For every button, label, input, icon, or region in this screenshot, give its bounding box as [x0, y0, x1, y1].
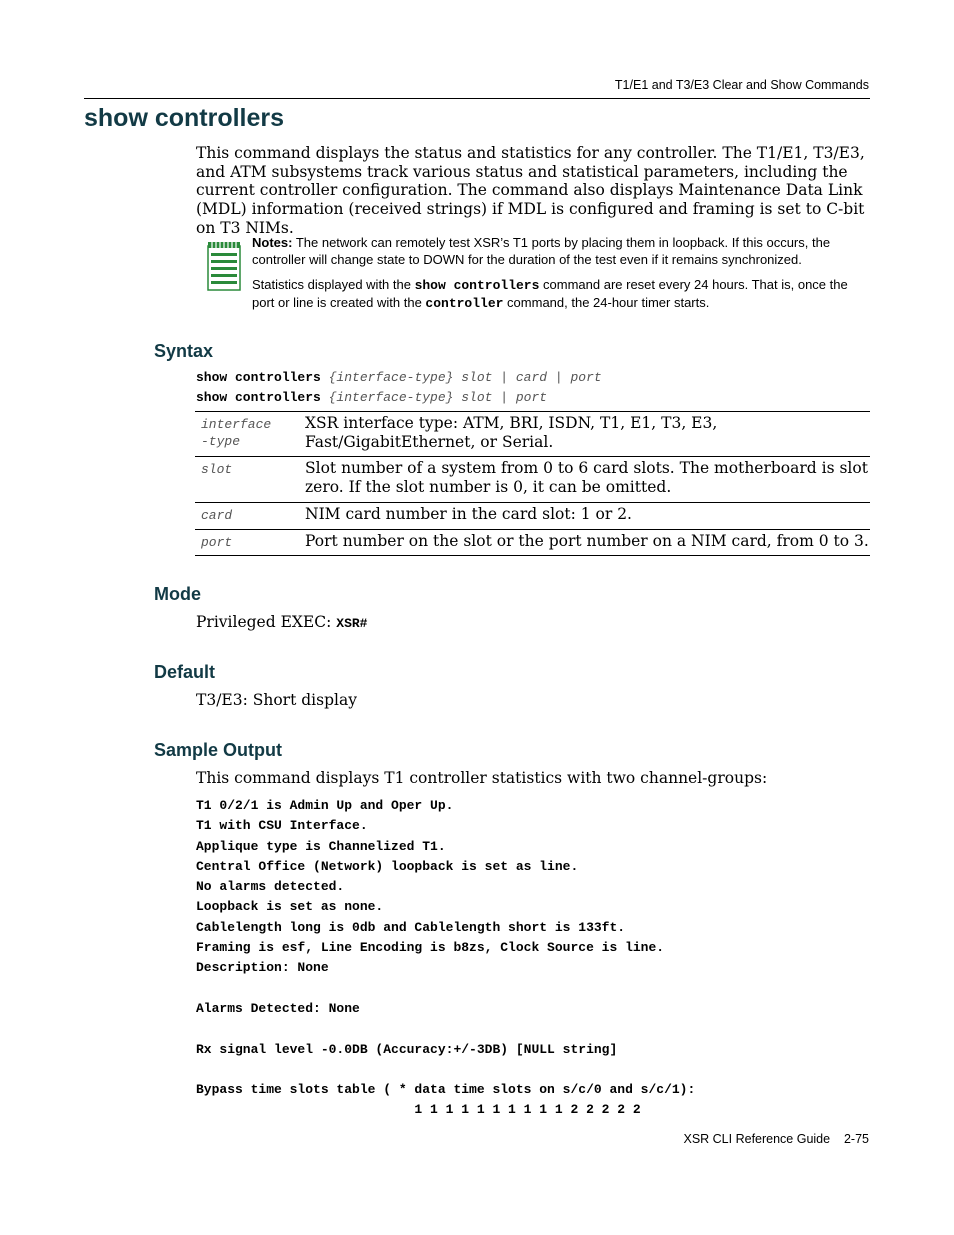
running-header: T1/E1 and T3/E3 Clear and Show Commands: [614, 78, 869, 92]
running-footer: XSR CLI Reference Guide 2-75: [683, 1132, 869, 1146]
note-text-2c: command, the 24-hour timer starts.: [503, 295, 710, 310]
parameter-name: slot: [195, 457, 305, 502]
syntax-command: show controllers: [196, 370, 321, 385]
mode-description: Privileged EXEC:: [196, 613, 337, 631]
note-text-1: The network can remotely test XSR’s T1 ports by placing them in loopback. If this occurs, the controller will change state to DOWN for the duration of the test even if it remains synchronized.: [252, 235, 831, 267]
sample-output-heading: Sample Output: [154, 740, 283, 760]
notepad-icon: [206, 238, 242, 292]
note-block: [252, 234, 872, 320]
note-code-controller: controller: [425, 296, 504, 311]
note-label: Notes:: [252, 235, 293, 250]
header-rule: [84, 98, 870, 99]
mode-prompt: XSR#: [336, 616, 368, 631]
note-text-2a: Statistics displayed with the: [252, 277, 415, 292]
syntax-line: [196, 370, 602, 385]
note-code-show-controllers: show controllers: [414, 278, 540, 293]
parameter-description: NIM card number in the card slot: 1 or 2.: [305, 502, 870, 529]
syntax-heading: Syntax: [154, 341, 214, 361]
default-heading: Default: [154, 662, 216, 682]
parameter-description: Slot number of a system from 0 to 6 card slots. The motherboard is slot zero. If the slot number is 0, it can be omitted.: [305, 457, 870, 502]
table-row: [195, 502, 870, 529]
syntax-command: show controllers: [196, 390, 321, 405]
table-row: [195, 529, 870, 556]
parameter-description: Port number on the slot or the port number on a NIM card, from 0 to 3.: [305, 529, 870, 556]
note-paragraph-1: [252, 234, 872, 268]
syntax-arguments: {interface-type} slot | port: [320, 390, 548, 405]
parameter-name: port: [195, 529, 305, 556]
table-row: [195, 412, 870, 457]
note-paragraph-2: [252, 276, 872, 312]
note-text-2b: command are reset every 24 hours. That is, once the port or line is created with the: [252, 277, 848, 310]
page-title: show controllers: [84, 104, 285, 132]
parameter-name: card: [195, 502, 305, 529]
intro-paragraph: This command displays the status and statistics for any controller. The T1/E1, T3/E3, and ATM subsystems track various status and statistical parameters, including the current controller configuration. The command also displays Maintenance Data Link (MDL) information (received strings) if MDL is configured and framing is set to C-bit on T3 NIMs.: [196, 144, 865, 237]
sample-output-intro: This command displays T1 controller statistics with two channel-groups:: [196, 769, 768, 787]
mode-text: [196, 613, 367, 634]
syntax-line: [196, 390, 547, 405]
table-row: [195, 457, 870, 502]
syntax-arguments: {interface-type} slot | card | port: [320, 370, 602, 385]
parameter-table: [195, 411, 870, 556]
mode-heading: Mode: [154, 584, 201, 604]
sample-output-code: T1 0/2/1 is Admin Up and Oper Up. T1 with CSU Interface. Applique type is Channelized T1. Central Office (Network) loopback is set as line. No alarms detected. Loopback is set as none. Cablelength long is 0db and Cablelength short is 133ft. Framing is esf, Line Encoding is b8zs, Clock Source is line. Description: None Alarms Detected: None Rx signal level -0.0DB (Accuracy:+/-3DB) [NULL string] Bypass time slots table ( * data time slots on s/c/0 and s/c/1): 1 1 1 1 1 1 1 1 1 1 2 2 2 2 2: [196, 798, 696, 1118]
parameter-description: XSR interface type: ATM, BRI, ISDN, T1, E1, T3, E3, Fast/GigabitEthernet, or Serial.: [305, 412, 870, 457]
parameter-name: interface -type: [195, 412, 305, 457]
default-text: T3/E3: Short display: [196, 691, 357, 709]
